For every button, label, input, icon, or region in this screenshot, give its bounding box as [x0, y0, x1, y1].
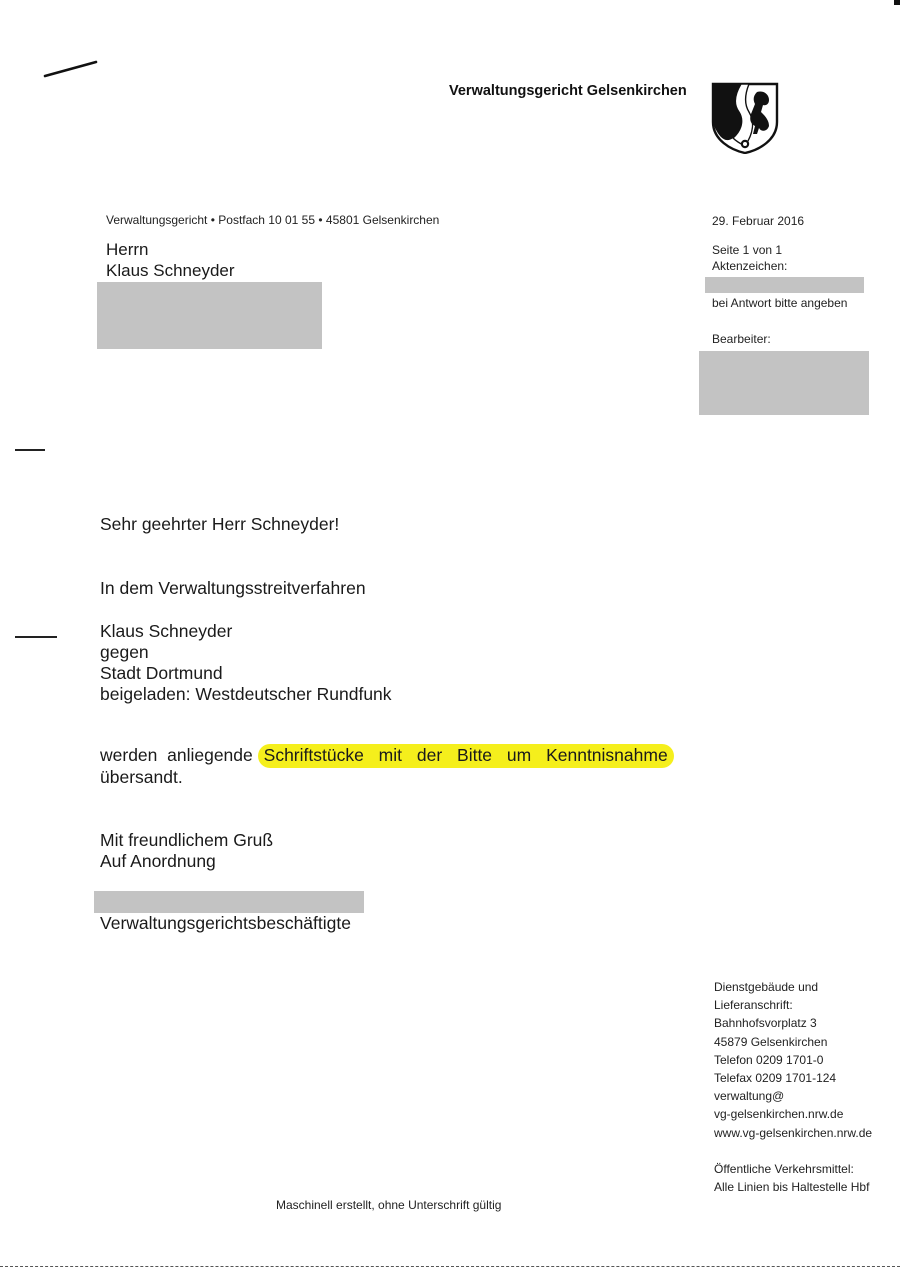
machine-generated-note: Maschinell erstellt, ohne Unterschrift gültig — [276, 1198, 502, 1212]
contact-line: verwaltung@ — [714, 1089, 785, 1104]
contact-line: vg-gelsenkirchen.nrw.de — [714, 1107, 844, 1122]
sender-return-address — [106, 213, 439, 227]
redacted-file-reference — [705, 277, 864, 293]
letter-date: 29. Februar 2016 — [712, 214, 805, 228]
redacted-clerk — [699, 351, 869, 415]
highlighted-phrase: Schriftstücke mit der Bitte um Kenntnisnahme — [258, 744, 674, 768]
court-contact-block — [714, 978, 872, 1196]
file-reference-label: Aktenzeichen: — [712, 259, 788, 273]
transit-label: Öffentliche Verkehrsmittel: — [714, 1161, 854, 1176]
page-edge-line — [0, 1266, 900, 1267]
body-start: werden anliegende — [100, 745, 253, 765]
separator-dot: • — [318, 213, 323, 227]
contact-line: Dienstgebäude und — [714, 980, 819, 994]
page-count: Seite 1 von 1 — [712, 243, 783, 257]
sender-postal-city: 45801 Gelsenkirchen — [325, 213, 440, 227]
body-end: übersandt. — [100, 767, 183, 787]
body-sentence — [100, 745, 674, 766]
contact-line: Lieferanschrift: — [714, 998, 793, 1013]
sender-court: Verwaltungsgericht — [106, 213, 208, 227]
party-defendant: Stadt Dortmund — [100, 663, 223, 683]
redacted-signer-name — [94, 891, 364, 913]
transit-value: Alle Linien bis Haltestelle Hbf — [714, 1180, 870, 1195]
pen-stroke-mark — [42, 58, 100, 80]
recipient-salutation: Herrn — [106, 240, 149, 259]
clerk-label: Bearbeiter: — [712, 332, 771, 346]
joined-party: beigeladen: Westdeutscher Rundfunk — [100, 684, 392, 704]
closing-phrase: Mit freundlichem Gruß — [100, 830, 274, 850]
corner-mark — [894, 0, 900, 5]
proceedings-intro: In dem Verwaltungsstreitverfahren — [100, 578, 366, 598]
party-plaintiff: Klaus Schneyder — [100, 621, 233, 641]
sender-po-box: Postfach 10 01 55 — [218, 213, 316, 227]
signer-title: Verwaltungsgerichtsbeschäftigte — [100, 913, 351, 933]
contact-line: 45879 Gelsenkirchen — [714, 1034, 828, 1049]
contact-line: Telefax 0209 1701-124 — [714, 1071, 837, 1086]
contact-line: Bahnhofsvorplatz 3 — [714, 1016, 817, 1031]
separator-dot: • — [210, 213, 215, 227]
redacted-address-block — [97, 282, 322, 349]
nrw-coat-of-arms-icon — [711, 82, 779, 154]
punch-mark — [15, 636, 57, 638]
recipient-name: Klaus Schneyder — [106, 261, 235, 280]
recipient-address — [106, 239, 235, 281]
contact-line: www.vg-gelsenkirchen.nrw.de — [714, 1125, 873, 1140]
versus-label: gegen — [100, 642, 149, 662]
fold-mark — [15, 449, 45, 451]
contact-line: Telefon 0209 1701-0 — [714, 1052, 824, 1067]
on-order-phrase: Auf Anordnung — [100, 851, 216, 871]
reply-note: bei Antwort bitte angeben — [712, 296, 848, 310]
greeting: Sehr geehrter Herr Schneyder! — [100, 514, 340, 534]
court-name: Verwaltungsgericht Gelsenkirchen — [449, 83, 687, 99]
